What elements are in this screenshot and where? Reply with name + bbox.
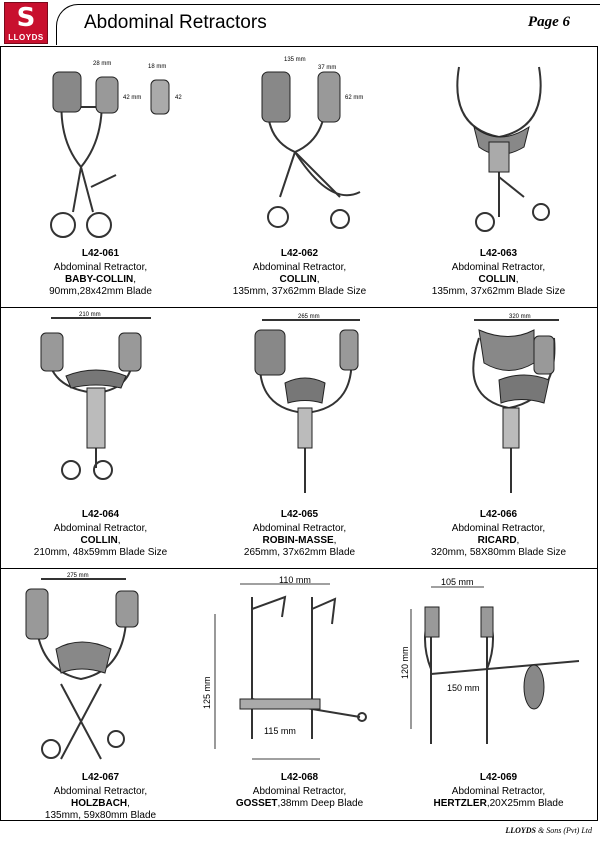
dim-label: 125 mm <box>202 676 212 709</box>
product-spec: 135mm, 37x62mm Blade Size <box>431 286 566 297</box>
product-caption: L42-062 Abdominal Retractor, COLLIN, 135mm, 37x62mm Blade Size <box>200 248 399 298</box>
dim-label: 135 mm <box>284 57 306 63</box>
product-cell <box>399 569 598 821</box>
product-cell <box>1 308 200 568</box>
dim-label: 42 mm <box>123 95 142 101</box>
dim-label: 120 mm <box>400 646 410 679</box>
page-footer <box>505 826 592 835</box>
product-caption: L42-066 Abdominal Retractor, RICARD, 320mm, 58X80mm Blade Size <box>399 509 598 559</box>
product-caption: L42-064 Abdominal Retractor, COLLIN, 210mm, 48x59mm Blade Size <box>1 509 200 559</box>
retractor-illustration <box>399 569 598 764</box>
product-code: L42-066 <box>479 509 518 520</box>
footer-brand: LLOYDS <box>505 826 536 835</box>
product-name: ROBIN-MASSE <box>262 535 334 546</box>
product-type: Abdominal Retractor, <box>53 786 148 797</box>
product-type: Abdominal Retractor, <box>53 262 148 273</box>
retractor-illustration <box>200 47 399 242</box>
product-code: L42-069 <box>479 772 518 783</box>
retractor-illustration <box>1 569 200 764</box>
product-type: Abdominal Retractor, <box>252 523 347 534</box>
product-spec: 20X25mm Blade <box>489 798 564 809</box>
dim-label: 320 mm <box>509 314 531 320</box>
product-caption: L42-067 Abdominal Retractor, HOLZBACH, 135mm, 59x80mm Blade <box>1 772 200 822</box>
dim-label: 210 mm <box>79 312 101 318</box>
product-cell <box>1 47 200 307</box>
dim-label: 150 mm <box>447 683 480 693</box>
product-code: L42-065 <box>280 509 319 520</box>
product-name: GOSSET <box>235 798 278 809</box>
footer-text: & Sons (Pvt) Ltd <box>536 826 592 835</box>
dim-label: 265 mm <box>298 314 320 320</box>
page-title: Abdominal Retractors <box>84 12 267 33</box>
product-name: RICARD <box>477 535 517 546</box>
retractor-illustration <box>200 308 399 503</box>
product-spec: 90mm,28x42mm Blade <box>49 286 152 297</box>
retractor-illustration <box>1 47 200 242</box>
product-spec: 135mm, 37x62mm Blade Size <box>232 286 367 297</box>
product-spec: 210mm, 48x59mm Blade Size <box>33 547 168 558</box>
product-cell <box>399 308 598 568</box>
product-cell <box>399 47 598 307</box>
product-spec: 265mm, 37x62mm Blade <box>243 547 356 558</box>
dim-label: 37 mm <box>318 65 337 71</box>
dim-label: 42 <box>175 95 182 101</box>
product-type: Abdominal Retractor, <box>53 523 148 534</box>
lloyds-logo <box>4 2 48 44</box>
product-code: L42-063 <box>479 248 518 259</box>
product-type: Abdominal Retractor, <box>451 523 546 534</box>
dim-label: 62 mm <box>345 95 364 101</box>
retractor-illustration <box>399 308 598 503</box>
product-cell <box>200 47 399 307</box>
logo-text: LLOYDS <box>8 33 44 42</box>
product-code: L42-064 <box>81 509 120 520</box>
page-header <box>0 0 600 46</box>
product-caption: L42-068 Abdominal Retractor, GOSSET,38mm Deep Blade <box>200 772 399 810</box>
dim-label: 110 mm <box>279 575 311 585</box>
product-code: L42-062 <box>280 248 319 259</box>
product-cell <box>1 569 200 821</box>
product-name: BABY-COLLIN <box>64 274 134 285</box>
dim-label: 115 mm <box>264 726 296 736</box>
page-number: Page 6 <box>527 14 570 30</box>
dim-label: 28 mm <box>93 61 112 67</box>
retractor-illustration <box>1 308 200 503</box>
product-type: Abdominal Retractor, <box>451 262 546 273</box>
product-grid <box>0 46 598 821</box>
product-code: L42-061 <box>81 248 120 259</box>
product-caption: L42-069 Abdominal Retractor, HERTZLER,20X25mm Blade <box>399 772 598 810</box>
product-name: HERTZLER <box>433 798 487 809</box>
product-type: Abdominal Retractor, <box>451 786 546 797</box>
logo-s-icon: S <box>16 3 36 33</box>
product-name: COLLIN <box>478 274 516 285</box>
product-spec: 320mm, 58X80mm Blade Size <box>430 547 567 558</box>
product-caption: L42-061 Abdominal Retractor, BABY-COLLIN, 90mm,28x42mm Blade <box>1 248 200 298</box>
product-cell <box>200 569 399 821</box>
dim-label: 18 mm <box>148 64 167 70</box>
product-caption: L42-065 Abdominal Retractor, ROBIN-MASSE, 265mm, 37x62mm Blade <box>200 509 399 559</box>
product-type: Abdominal Retractor, <box>252 786 347 797</box>
product-name: COLLIN <box>80 535 118 546</box>
product-spec: 135mm, 59x80mm Blade <box>44 810 157 821</box>
dim-label: 275 mm <box>67 573 89 579</box>
product-code: L42-068 <box>280 772 319 783</box>
product-type: Abdominal Retractor, <box>252 262 347 273</box>
product-code: L42-067 <box>81 772 120 783</box>
product-spec: 38mm Deep Blade <box>280 798 364 809</box>
product-name: COLLIN <box>279 274 317 285</box>
product-caption: L42-063 Abdominal Retractor, COLLIN, 135mm, 37x62mm Blade Size <box>399 248 598 298</box>
product-name: HOLZBACH <box>71 798 128 809</box>
dim-label: 105 mm <box>441 577 474 587</box>
product-cell <box>200 308 399 568</box>
retractor-illustration <box>200 569 399 764</box>
retractor-illustration <box>399 47 598 242</box>
